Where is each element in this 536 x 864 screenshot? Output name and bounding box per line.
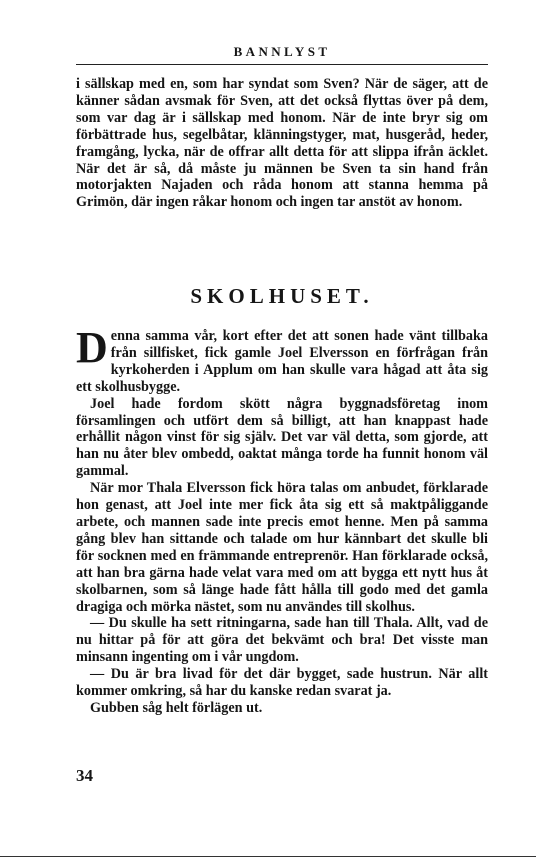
opening-text-block	[76, 76, 488, 211]
chapter-text-block	[76, 323, 488, 717]
page-number: 34	[76, 766, 93, 785]
bottom-border	[0, 856, 536, 857]
section-title: SKOLHUSET.	[190, 284, 374, 308]
running-head: BANNLYST	[233, 44, 331, 59]
opening-paragraph: i sällskap med en, som har syndat som Sven? När de säger, att de känner sådan avsmak för Sven, att det också flyttas över på dem, som var dag är i sällskap med honom. När de inte bryr sig om förbättrade hus, segelbåtar, klänningstyger, mat, husgeråd, heder, framgång, lycka, när de offrar allt detta för att slippa ifrån äcklet. När det är så, då måste ju männen be Sven ta sin hand från motorjakten Najaden och råda honom att stanna hemma på Grimön, där ingen råkar honom och ingen tar anstöt av honom.	[76, 76, 488, 211]
paragraph: — Du är bra livad för det där bygget, sade hustrun. När allt kommer omkring, så har du kanske redan svarat ja.	[76, 666, 488, 700]
paragraph: När mor Thala Elversson fick höra talas om anbudet, förklarade hon genast, att Joel inte mer fick åta sig ett så maktpåliggande arbete, och mannen sade inte precis emot henne. Men på samma gång blev han sittande och talade om hur kännbart det skulle bli för socknen med en främmande entreprenör. Han förklarade också, att han bra gärna hade velat vara med om att bygga ett nytt hus åt skolbarnen, som så länge hade fått hålla till godo med det gamla dragiga och mörka nästet, som nu användes till skolhus.	[76, 480, 488, 615]
drop-cap: D	[76, 323, 108, 372]
paragraph: Joel hade fordom skött några byggnadsföretag inom församlingen och utfört dem så billigt, att han knappast hade erhållit någon vinst för sig själv. Det var väl detta, som gjorde, att han nu åter blev ombedd, oaktat många torde ha funnit honom väl gammal.	[76, 395, 488, 480]
paragraph: Gubben såg helt förlägen ut.	[90, 699, 263, 716]
first-paragraph-text: enna samma vår, kort efter det att sonen hade vänt tillbaka från sillfisket, fick gamle Joel Elversson en förfrågan från kyrkoherden i Applum om han skulle vara hågad att åta sig ett skolhusbygge.	[76, 328, 488, 395]
first-paragraph	[76, 323, 488, 396]
header-rule	[76, 64, 488, 65]
paragraph: — Du skulle ha sett ritningarna, sade han till Thala. Allt, vad de nu hittar på för att göra det bekvämt och bra! Det visste man minsann ingenting om i vår ungdom.	[76, 615, 488, 666]
